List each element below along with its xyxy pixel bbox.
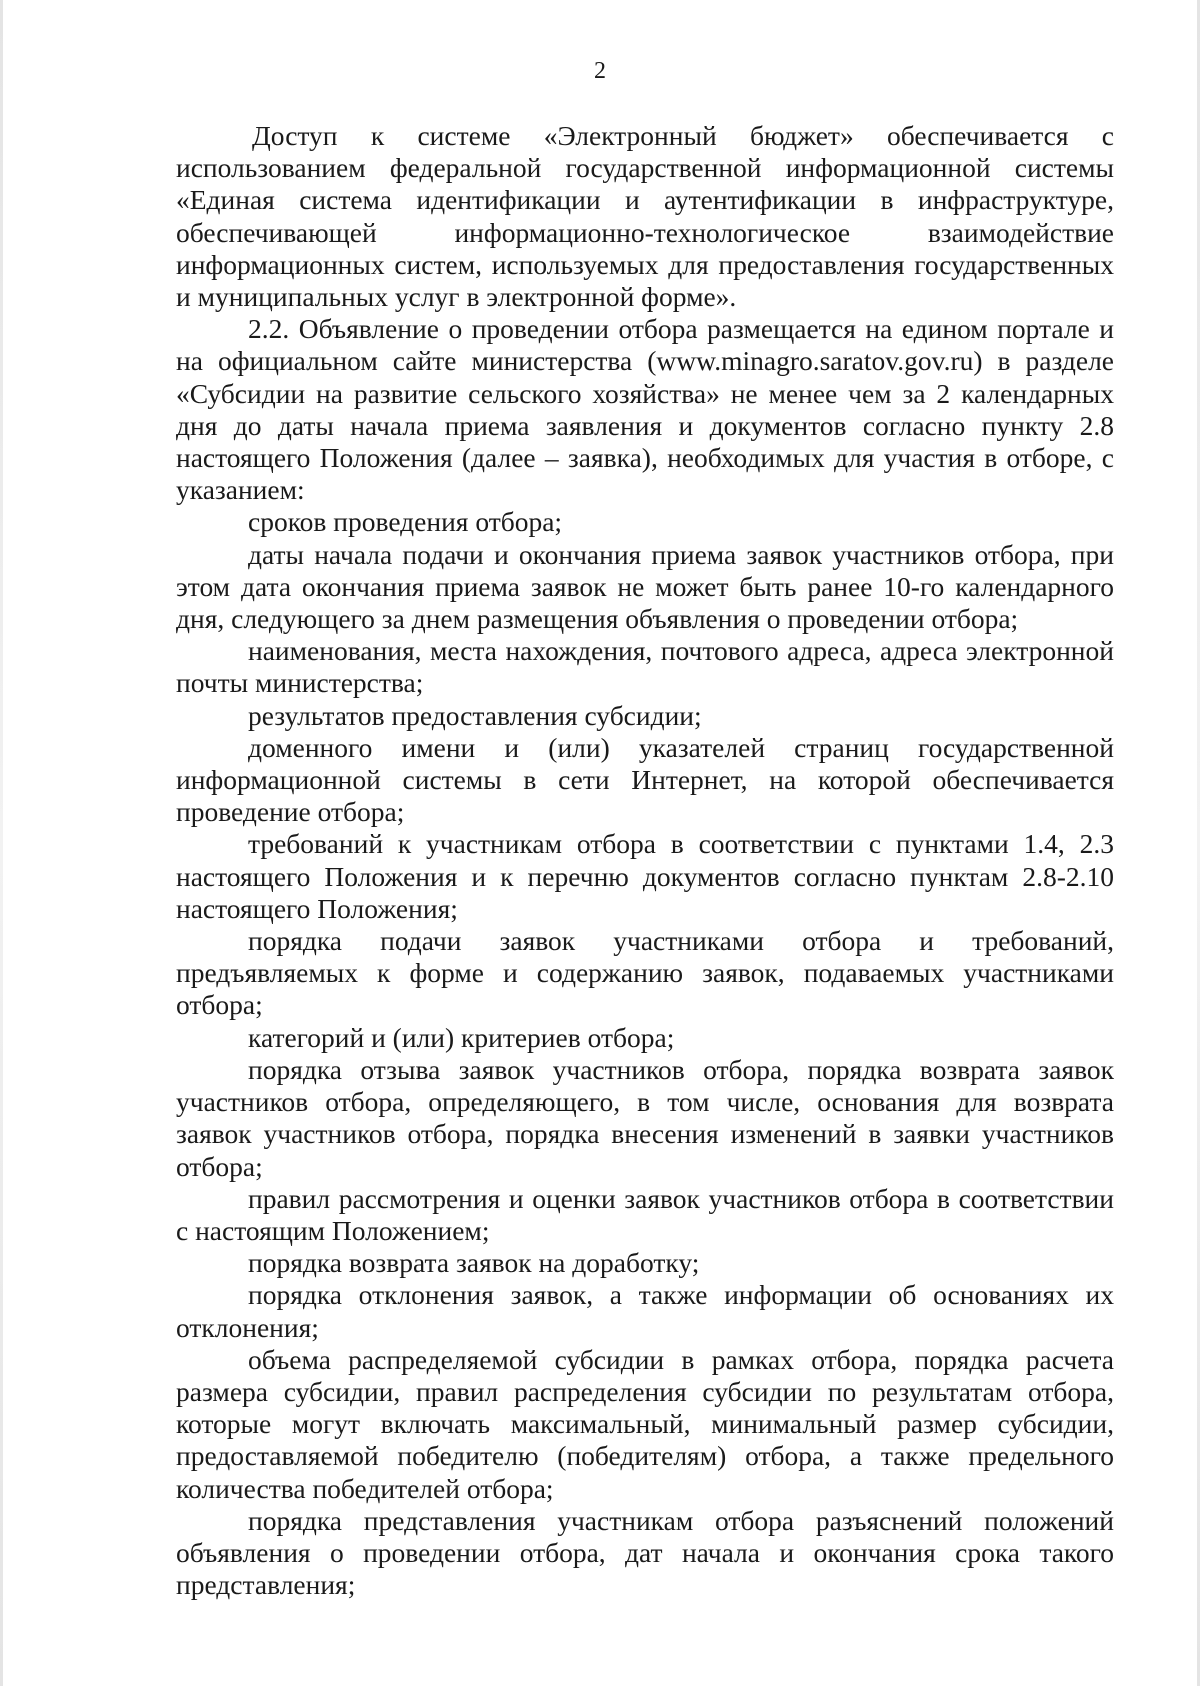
list-item-subsidy-results: результатов предоставления субсидии;	[248, 699, 702, 731]
list-item-selection-terms: сроков проведения отбора;	[248, 506, 563, 538]
paragraph-access-system: Доступ к системе «Электронный бюджет» обеспечивается с использованием федеральной государственной информационной системы «Единая система идентификации и аутентификации в инфраструктуре, обеспечивающей информационно-технологическое взаимодействие информационных систем, используемых для предоставления государственных и муниципальных услуг в электронной форме».	[176, 120, 1114, 313]
list-item-withdrawal-procedure: порядка отзыва заявок участников отбора, порядка возврата заявок участников отбора, определяющего, в том числе, основания для возврата заявок участников отбора, порядка внесения изменений в заявки участников отбора;	[176, 1053, 1114, 1182]
list-item-participant-requirements: требований к участникам отбора в соответствии с пунктами 1.4, 2.3 настоящего Положения и к перечню документов согласно пунктам 2.8-2.10 настоящего Положения;	[176, 828, 1114, 924]
list-item-subsidy-volume: объема распределяемой субсидии в рамках отбора, порядка расчета размера субсидии, правил распределения субсидии по результатам отбора, которые могут включать максимальный, минимальный размер субсидии, предоставляемой победителю (победителям) отбора, а также предельного количества победителей отбора;	[176, 1343, 1114, 1504]
list-item-rejection-procedure: порядка отклонения заявок, а также информации об основаниях их отклонения;	[176, 1279, 1114, 1343]
list-item-domain-name: доменного имени и (или) указателей страниц государственной информационной системы в сети Интернет, на которой обеспечивается проведение отбора;	[176, 731, 1114, 828]
list-item-submission-procedure: порядка подачи заявок участниками отбора и требований, предъявляемых к форме и содержанию заявок, подаваемых участниками отбора;	[176, 925, 1114, 1021]
list-item-evaluation-rules: правил рассмотрения и оценки заявок участников отбора в соответствии с настоящим Положением;	[176, 1182, 1114, 1246]
document-body	[176, 120, 1114, 1601]
paragraph-2-2-announcement: 2.2. Объявление о проведении отбора размещается на едином портале и на официальном сайте министерства (www.minagro.saratov.gov.ru) в разделе «Субсидии на развитие сельского хозяйства» не менее чем за 2 календарных дня до даты начала приема заявления и документов согласно пункту 2.8 настоящего Положения (далее – заявка), необходимых для участия в отборе, с указанием:	[176, 313, 1114, 506]
list-item-clarifications-procedure: порядка представления участникам отбора разъяснений положений объявления о проведении отбора, дат начала и окончания срока такого представления;	[176, 1504, 1114, 1601]
scan-edge-left	[0, 0, 3, 1686]
list-item-categories-criteria: категорий и (или) критериев отбора;	[248, 1021, 675, 1053]
list-item-return-for-revision: порядка возврата заявок на доработку;	[248, 1247, 700, 1279]
page-number: 2	[594, 58, 606, 84]
list-item-ministry-contacts: наименования, места нахождения, почтового адреса, адреса электронной почты министерства;	[176, 635, 1114, 699]
list-item-application-dates: даты начала подачи и окончания приема заявок участников отбора, при этом дата окончания приема заявок не может быть ранее 10-го календарного дня, следующего за днем размещения объявления о проведении отбора;	[176, 538, 1114, 635]
